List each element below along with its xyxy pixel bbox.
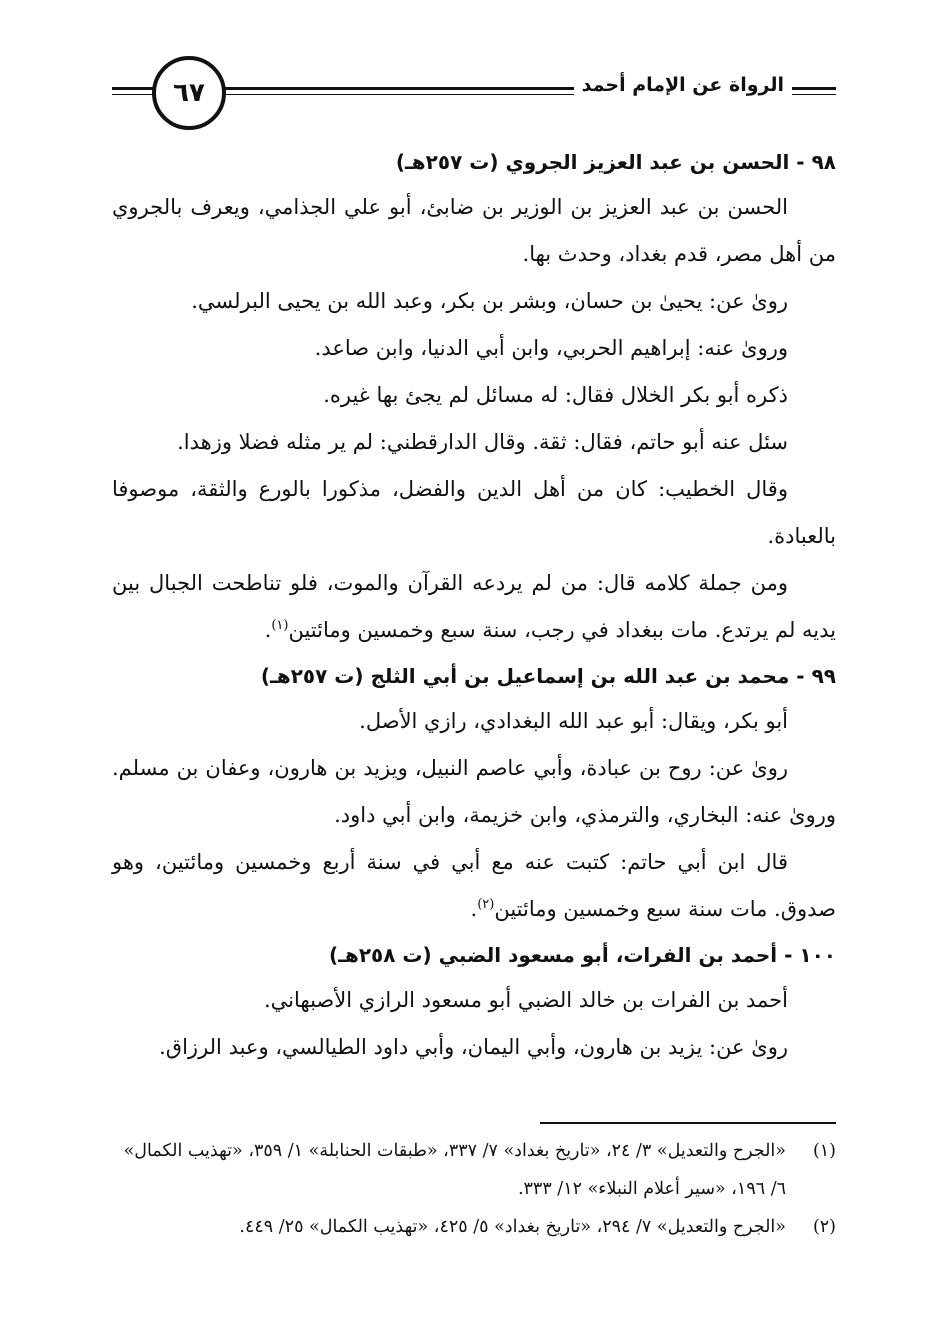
paragraph-end: .: [470, 897, 478, 921]
paragraph: وقال الخطيب: كان من أهل الدين والفضل، مذكورا بالورع والثقة، موصوفا بالعبادة.: [112, 477, 836, 548]
paragraph: سئل عنه أبو حاتم، فقال: ثقة. وقال الدارقطني: لم ير مثله فضلا وزهدا.: [177, 430, 788, 454]
footnote-ref[interactable]: (١): [271, 618, 289, 633]
paragraph-with-footnote: [112, 560, 836, 654]
footnotes: [112, 1132, 836, 1246]
paragraph: روىٰ عن: روح بن عبادة، وأبي عاصم النبيل، ويزيد بن هارون، وعفان بن مسلم. وروىٰ عنه: البخاري، والترمذي، وابن خزيمة، وابن أبي داود.: [112, 756, 836, 827]
entry-98: [112, 140, 836, 654]
paragraph-end: .: [264, 618, 272, 642]
footnote-number: (٢): [812, 1217, 836, 1237]
entry-heading: ٩٩ - محمد بن عبد الله بن إسماعيل بن أبي الثلج (ت ٢٥٧هـ): [260, 664, 836, 688]
paragraph: روىٰ عن: يزيد بن هارون، وأبي اليمان، وأبي داود الطيالسي، وعبد الرزاق.: [159, 1035, 788, 1059]
entry-100: [112, 933, 836, 1071]
paragraph: أحمد بن الفرات بن خالد الضبي أبو مسعود الرازي الأصبهاني.: [263, 988, 788, 1012]
paragraph: روىٰ عن: يحيىٰ بن حسان، وبشر بن بكر، وعبد الله بن يحيى البرلسي.: [191, 289, 788, 313]
footnote-1: [112, 1132, 836, 1208]
paragraph-with-footnote: [112, 839, 836, 933]
footnote-ref[interactable]: (٢): [477, 897, 495, 912]
footnote-number: (١): [812, 1141, 836, 1161]
page-number-text: ٦٧: [173, 78, 205, 108]
paragraph: أبو بكر، ويقال: أبو عبد الله البغدادي، رازي الأصل.: [359, 709, 788, 733]
footnote-text: «الجرح والتعديل» ٣/ ٢٤، «تاريخ بغداد» ٧/ ٣٣٧، «طبقات الحنابلة» ١/ ٣٥٩، «تهذيب الكمال» ٦/ ١٩٦، «سير أعلام النبلاء» ١٢/ ٣٣٣.: [123, 1141, 786, 1199]
running-title: الرواة عن الإمام أحمد: [574, 74, 792, 96]
paragraph: ذكره أبو بكر الخلال فقال: له مسائل لم يجئ بها غيره.: [323, 383, 788, 407]
page-number: [152, 56, 226, 130]
paragraph-text: قال ابن أبي حاتم: كتبت عنه مع أبي في سنة أربع وخمسين ومائتين، وهو صدوق. مات سنة سبع وخمسين ومائتين: [112, 850, 836, 921]
page-header: [112, 56, 836, 136]
footnote-text: «الجرح والتعديل» ٧/ ٢٩٤، «تاريخ بغداد» ٥/ ٤٢٥، «تهذيب الكمال» ٢٥/ ٤٤٩.: [239, 1217, 786, 1237]
paragraph-text: ومن جملة كلامه قال: من لم يردعه القرآن والموت، فلو تناطحت الجبال بين يديه لم يرتدع. مات ببغداد في رجب، سنة سبع وخمسين ومائتين: [112, 571, 836, 642]
paragraph: الحسن بن عبد العزيز بن الوزير بن ضابئ، أبو علي الجذامي، ويعرف بالجروي من أهل مصر، قدم بغداد، وحدث بها.: [112, 195, 836, 266]
entry-99: [112, 654, 836, 933]
main-text: [112, 140, 836, 1071]
entry-heading: ١٠٠ - أحمد بن الفرات، أبو مسعود الضبي (ت ٢٥٨هـ): [329, 943, 836, 967]
entry-heading: ٩٨ - الحسن بن عبد العزيز الجروي (ت ٢٥٧هـ): [395, 150, 836, 174]
paragraph: وروىٰ عنه: إبراهيم الحربي، وابن أبي الدنيا، وابن صاعد.: [314, 336, 788, 360]
footnote-2: [112, 1208, 836, 1246]
footnote-separator: [540, 1122, 836, 1124]
